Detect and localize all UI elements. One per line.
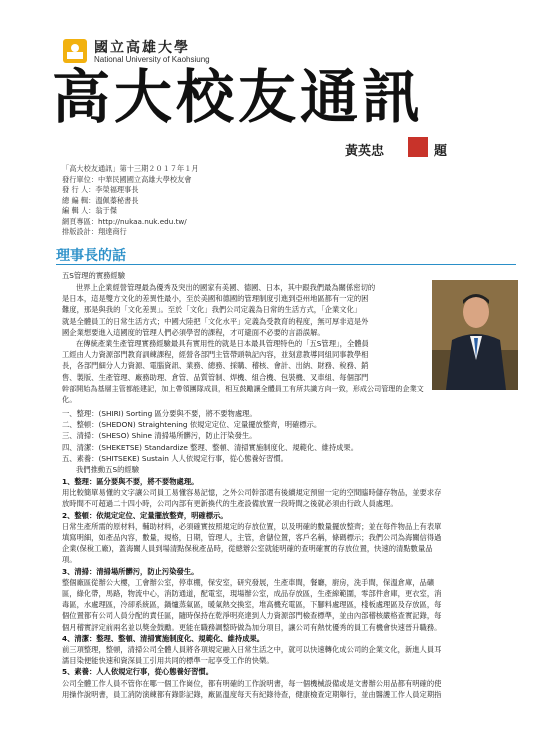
pub-line: 發 行 人：李榮福理事長 [62, 185, 139, 194]
s-item: 一、整理：(SHIRI) Sorting 區分要與不要，將不要物處理。 [62, 409, 257, 418]
text-line: 售、製版、生產管理、廠務助理、倉管、品質管制、焊機、組合機、包裝機、叉車組、每個部門 [62, 372, 369, 382]
text-line: 工經由人力資源部門教育訓練課程，經營各部門主管帶頭執記內容，並刻意教導同組同事教學相 [62, 350, 369, 360]
text-line: 在傳統產業生產管理實務經驗最具有實用性的就是日本最具管理特色的「五S管理」，全體員 [76, 339, 369, 348]
item-heading: 5、素養：人人依規定行事，從心態養好習慣。 [62, 667, 214, 677]
university-name-en: National University of Kaohsiung [94, 55, 210, 64]
section-divider [56, 264, 516, 265]
pub-line: 編 輯 人：翁于傑 [62, 206, 117, 215]
pub-line: 網頁專區：http://nukaa.nuk.edu.tw/ [62, 216, 187, 226]
publication-info [62, 164, 199, 238]
item-heading: 3、清掃：清掃場所髒污，防止污染發生。 [62, 566, 199, 576]
pub-line: 發行單位：中華民國國立高雄大學校友會 [62, 174, 192, 184]
section-title: 理事長的話 [56, 248, 126, 264]
text-line: 放時間不可超過二十四小時，公司內部有更新換代的生產設備放置一段時間之後就必須由行政人員處理。 [62, 499, 398, 509]
text-line: 長，各部門細分人力資源、電腦資訊、業務、總務、採購、稽核、會計、出納、財務、稅務、銷 [62, 361, 369, 371]
text-line: 毒區，水處理區，冷卻系統區，鍋爐蒸氣區，暖氣熱交換室，堆高機充電區，下腳料處理區，棧板處理區及存放區，每 [62, 600, 442, 610]
intro-paragraph [62, 282, 430, 338]
text-line: 個月稽實評定前兩名並以獎金鼓勵。更能在職務調整時做為加分項目，讓公司有熱忱優秀的員工有機會快速晉升職務。 [62, 622, 442, 632]
text-line: 濡目染便能快速和資深員工引用共同的標準一起享受工作的快樂。 [62, 656, 274, 666]
s-item: 五、素養：(SHITSEKE) Sustain 人人依規定行事，從心態養好習慣。 [62, 453, 288, 463]
text-line: 項。 [62, 555, 77, 565]
experience-intro: 我們推動五S的經驗 [76, 465, 140, 475]
s-item: 三、清掃：(SHESO) Shine 清掃場所髒污，防止汙染發生。 [62, 431, 257, 441]
text-line: 難度，那是與我的「文化差異」。至於「文化」我們公司定義為日常的生活方式，「企業文化」 [62, 305, 362, 315]
seal-stamp-icon [408, 137, 428, 157]
paragraph-two [62, 338, 430, 405]
calligrapher-signature: 黃英忠 [345, 144, 385, 159]
text-line: 企業(保稅工廠)，蓋海關人員到場清點保稅產品時，從總辦公室就能明確的查明確實的存放位置，快速的清點數量品 [62, 544, 433, 554]
text-line: 國企業想要進入這國度的管理人們必須學習的課程，才可避面不必要的言語誤解。 [62, 327, 325, 337]
university-logo [62, 38, 88, 64]
text-line: 個位置都有公司人員分配的責任區，隨時保持在乾淨明亮達到人力資源部門檢查標準，並由內部稽核嚴格查實記錄，每 [62, 611, 442, 621]
calligraphy-suffix: 題 [434, 144, 448, 159]
text-line: 是日本，這是雙方文化的差異性最小，至於美國和德國的管理制度引進到亞州地區都有一定的困 [62, 294, 369, 304]
text-line: 世界上企業經營管理最為優秀及突出的國家有美國、德國、日本，其中跟我們最為關係密切的 [76, 283, 376, 292]
s-item: 四、清潔：(SHEKETSE) Standardize 整理、整頓、清掃實施制度化、規範化、維持成果。 [62, 442, 359, 452]
text-line: 就是全體員工的日常生活方式；中國大陸把「文化水平」定義為受教育的程度，無可厚非這是外 [62, 316, 369, 326]
pub-line: 排版設計：翔達商行 [62, 227, 127, 236]
text-line: 用比較簡單易懂的文字讓公司員工易懂容易記憶，之外公司幹部還有後續規定預留一定的空間臨時儲存物品，並要求存 [62, 488, 442, 498]
item-heading: 2、整頓：依規定定位、定量擺放整齊，明確標示。 [62, 510, 228, 520]
pub-line: 總 編 輯：溫佩蓁秘書長 [62, 195, 139, 205]
article-subtitle: 五S管理的實務經驗 [62, 271, 126, 280]
university-name-zh: 國立高雄大學 [94, 40, 190, 56]
item-heading: 1、整理：區分要與不要，將不要物處理。 [62, 477, 199, 486]
text-line: 公司全體工作人員不管你在哪一個工作崗位，都有明確的工作說明書，每一個機械設備或是文書辦公用品都有明確的使 [62, 678, 442, 688]
newsletter-masthead: 高大校友通訊 [52, 63, 425, 131]
text-line: 區，綠化帶，馬路，物流中心，消防通道，配電室，現場辦公室，成品存放區，生產線範圍，零部件倉庫，更衣室，消 [62, 589, 442, 599]
issue-line: 「高大校友通訊」第十三期２０１７年１月 [62, 164, 199, 173]
experience-sections [62, 476, 520, 700]
chairman-photo [432, 280, 518, 390]
text-line: 整個廠區從辦公大樓，工會辦公室，停車棚，保安室，研究發展，生產車間，餐廳，廚房，洗手間，保溫倉庫，品礦 [62, 577, 435, 587]
text-line: 日常生產所需的原材料，輔助材料，必須確實按照規定的存放位置，以及明確的數量擺放整齊；並在每件物品上有表單 [62, 521, 442, 531]
s-item: 二、整頓：(SHEDON) Straightening 依規定定位、定量擺放整齊，明確標示。 [62, 420, 322, 430]
text-line: 幹部開始為基層主管都能建記，加上帶領團隊成員，相互鼓勵讓全體員工有所共識方向一致，形成公司管理的企業文 [62, 383, 424, 393]
text-line: 填寫明細，如產品內容，數量，規格，日期，管理人，主管，倉儲位置，客戶名稱，條碼標示；我們公司為海關信得過 [62, 533, 442, 543]
five-s-list [62, 408, 518, 475]
text-line: 前三項整理，整頓，清掃公司全體人員將各項規定融入日常生活之中，就可以快速轉化成公司的企業文化，新進人員耳 [62, 645, 442, 655]
text-line: 化。 [62, 395, 77, 405]
text-line: 用操作說明書，員工消防演練都有錄影記錄，廠區溫度每天有紀錄待查，健康檢查定期舉行，並由醫護工作人員定期指 [62, 689, 442, 699]
item-heading: 4、清潔：整理、整頓、清掃實施制度化、規範化、維持成果。 [62, 633, 265, 643]
